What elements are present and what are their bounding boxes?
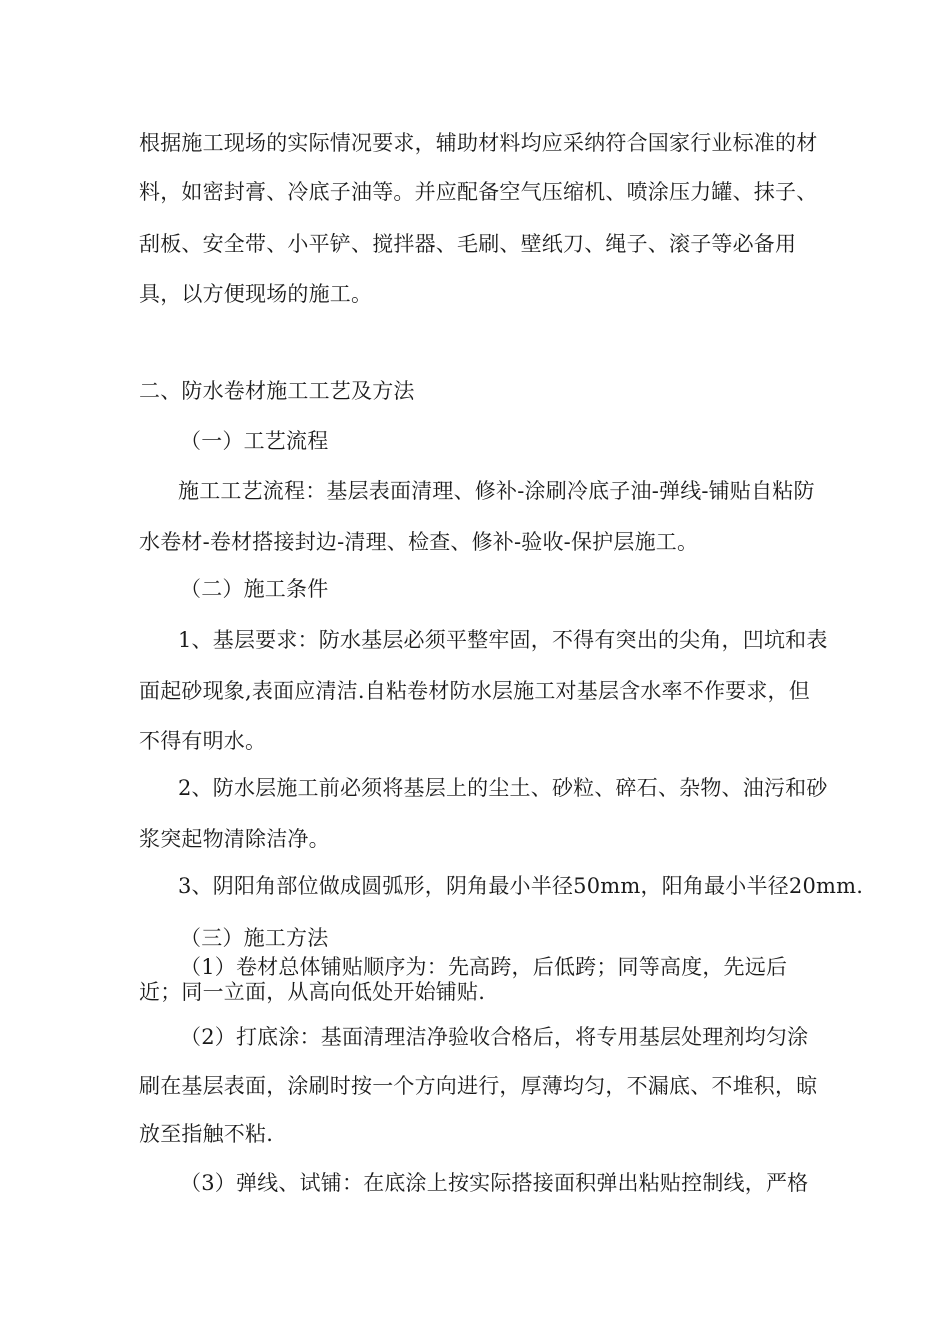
para-materials-line-4: 具，以方便现场的施工。 [139,282,373,306]
section-heading: 二、防水卷材施工工艺及方法 [139,379,415,403]
cond1-line-2: 面起砂现象,表面应清洁.自粘卷材防水层施工对基层含水率不作要求，但 [139,679,810,703]
cond1-line-3: 不得有明水。 [139,729,267,753]
cond2-line-2: 浆突起物清除洁净。 [139,827,330,851]
method1-line-1: （1）卷材总体铺贴顺序为：先高跨，后低跨；同等高度，先远后 [180,955,788,979]
para-flow-line-1: 施工工艺流程：基层表面清理、修补-涂刷冷底子油-弹线-铺贴自粘防 [178,479,815,503]
method3-line-1: （3）弹线、试铺：在底涂上按实际搭接面积弹出粘贴控制线，严格 [180,1171,809,1195]
cond3-line: 3、阴阳角部位做成圆弧形，阴角最小半径50mm，阳角最小半径20mm. [178,874,864,898]
para-flow-line-2: 水卷材-卷材搭接封边-清理、检查、修补-验收-保护层施工。 [139,530,699,554]
cond1-line-1: 1、基层要求：防水基层必须平整牢固，不得有突出的尖角，凹坑和表 [178,628,828,652]
method1-line-2: 近；同一立面，从高向低处开始铺贴. [139,980,486,1004]
para-materials-line-3: 刮板、安全带、小平铲、搅拌器、毛刷、壁纸刀、绳子、滚子等必备用 [139,232,797,256]
method2-line-2: 刷在基层表面，涂刷时按一个方向进行，厚薄均匀，不漏底、不堆积，晾 [139,1074,818,1098]
cond2-line-1: 2、防水层施工前必须将基层上的尘土、砂粒、碎石、杂物、油污和砂 [178,776,828,800]
method2-line-1: （2）打底涂：基面清理洁净验收合格后，将专用基层处理剂均匀涂 [180,1025,809,1049]
subsection-heading-2: （二）施工条件 [180,577,329,601]
method2-line-3: 放至指触不粘. [139,1122,274,1146]
para-materials-line-1: 根据施工现场的实际情况要求，辅助材料均应采纳符合国家行业标准的材 [139,131,818,155]
para-materials-line-2: 料，如密封膏、冷底子油等。并应配备空气压缩机、喷涂压力罐、抹子、 [139,180,818,204]
subsection-heading-3: （三）施工方法 [180,926,329,950]
subsection-heading-1: （一）工艺流程 [180,429,329,453]
